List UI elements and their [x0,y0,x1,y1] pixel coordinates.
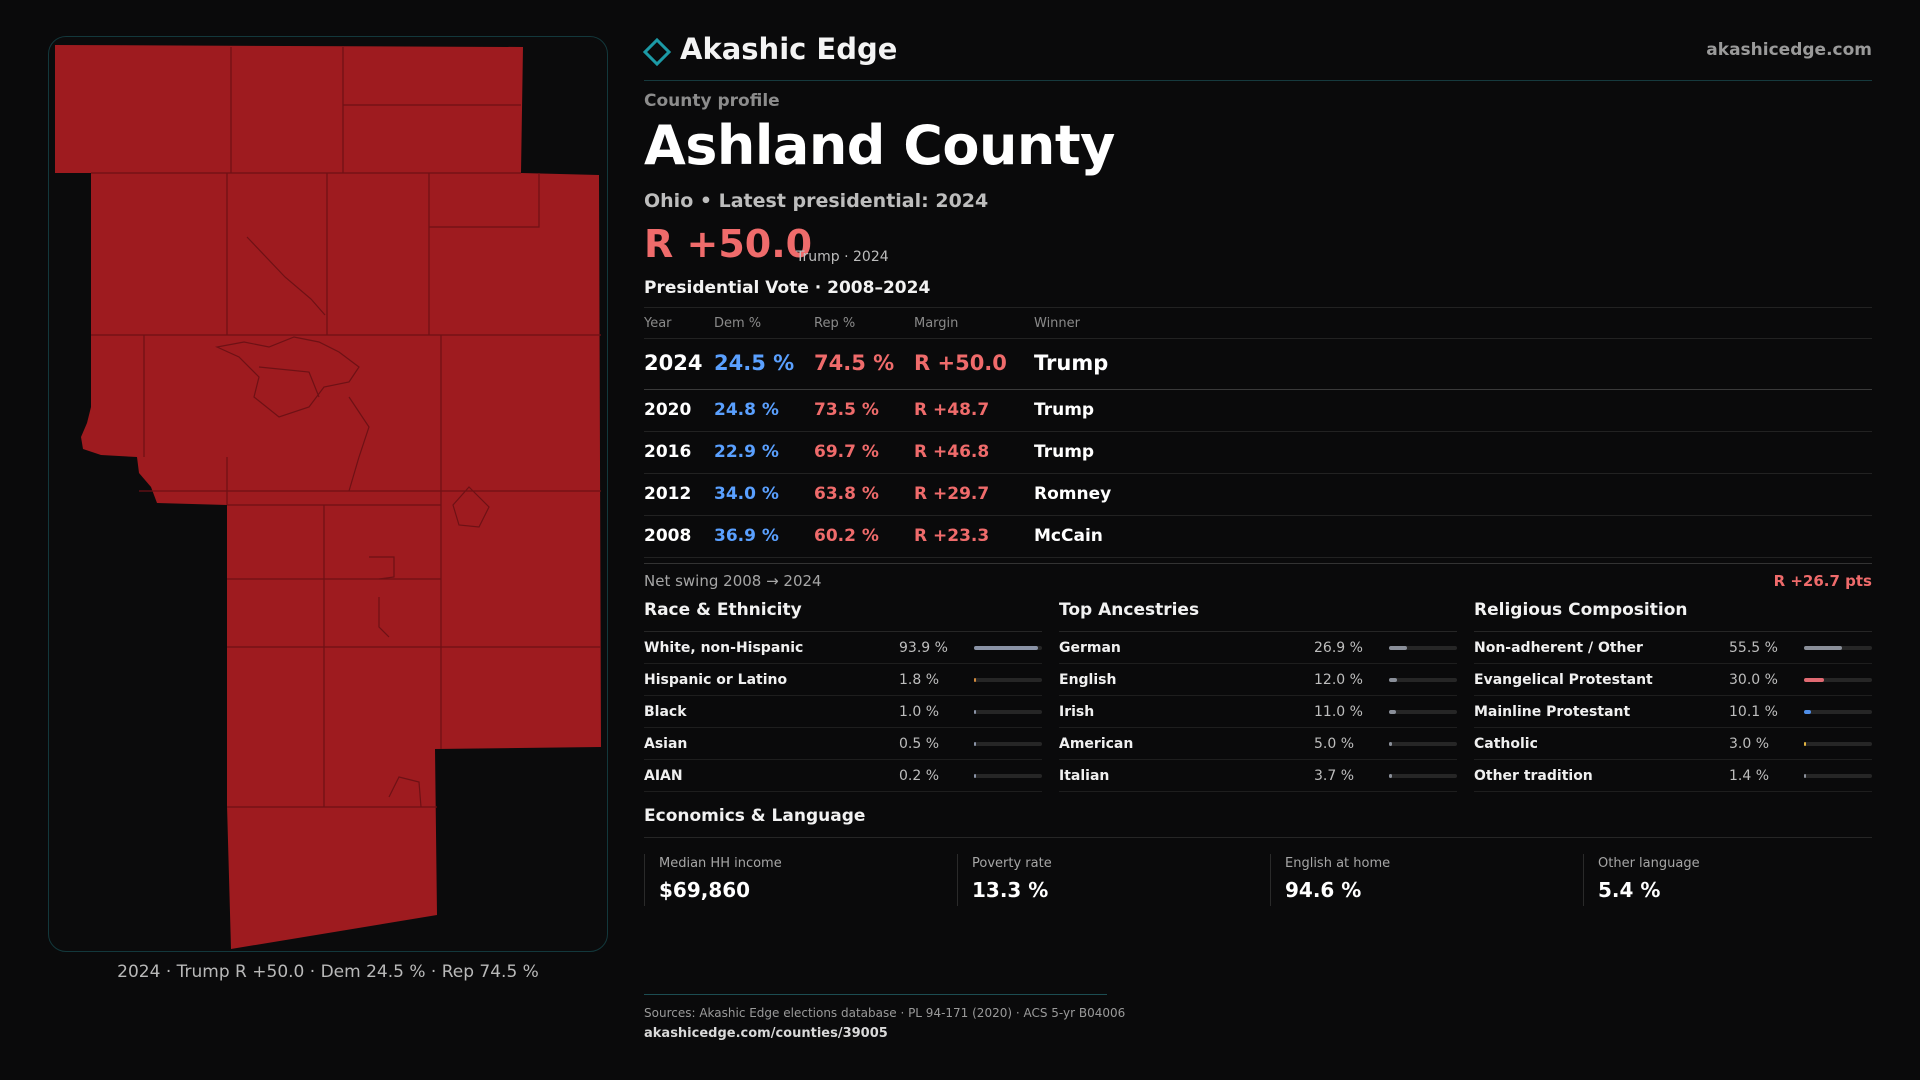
econ-label: Other language [1598,856,1700,871]
item-label: Mainline Protestant [1474,704,1631,720]
row-dem: 24.5 % [714,351,795,375]
row-year: 2008 [644,526,692,546]
list-item [1059,664,1457,696]
item-value: 11.0 % [1314,704,1363,720]
row-dem: 24.8 % [714,400,779,420]
col-year: Year [644,316,672,331]
list-item [644,760,1042,792]
bar-track [1804,678,1872,682]
row-rep: 60.2 % [814,526,879,546]
site-header [644,30,1872,81]
row-winner: Trump [1034,400,1095,420]
bar-track [974,742,1042,746]
econ-card-english [1270,854,1561,906]
item-label: Catholic [1474,736,1538,752]
row-dem: 34.0 % [714,484,779,504]
item-label: AIAN [644,768,683,784]
item-label: Evangelical Protestant [1474,672,1653,688]
row-rep: 74.5 % [814,351,895,375]
row-margin: R +46.8 [914,442,990,462]
bar-track [974,678,1042,682]
logo-diamond-icon [643,38,671,66]
item-label: Irish [1059,704,1095,720]
econ-value: 5.4 % [1598,878,1661,902]
econ-value: 13.3 % [972,878,1049,902]
econ-label: Median HH income [659,856,782,871]
item-value: 10.1 % [1729,704,1778,720]
col-dem: Dem % [714,316,762,331]
list-item [644,632,1042,664]
table-row [644,390,1872,432]
item-value: 30.0 % [1729,672,1778,688]
bar-track [1389,774,1457,778]
item-value: 1.4 % [1729,768,1770,784]
row-rep: 63.8 % [814,484,879,504]
item-value: 12.0 % [1314,672,1363,688]
bar-fill [1389,678,1397,682]
table-row [644,474,1872,516]
econ-label: Poverty rate [972,856,1052,871]
bar-fill [1389,646,1407,650]
item-label: Hispanic or Latino [644,672,788,688]
bar-track [974,646,1042,650]
table-row [644,339,1872,390]
race-title: Race & Ethnicity [644,600,1042,632]
list-item [644,664,1042,696]
ancestry-title: Top Ancestries [1059,600,1457,632]
list-item [1474,728,1872,760]
bar-track [974,710,1042,714]
race-rows [644,632,1042,792]
footer-divider [644,994,1107,995]
bar-track [1804,774,1872,778]
list-item [1059,632,1457,664]
list-item [644,696,1042,728]
item-value: 1.8 % [899,672,940,688]
row-winner: McCain [1034,526,1103,546]
bar-track [1804,710,1872,714]
econ-label: English at home [1285,856,1391,871]
vote-table-header [644,307,1872,339]
row-dem: 36.9 % [714,526,779,546]
item-value: 5.0 % [1314,736,1355,752]
row-rep: 73.5 % [814,400,879,420]
headline-margin-note: Trump · 2024 [796,249,889,265]
item-label: Non-adherent / Other [1474,640,1643,656]
bar-fill [1389,710,1396,714]
econ-value: 94.6 % [1285,878,1362,902]
county-profile [644,0,1872,1080]
bar-track [1804,646,1872,650]
row-dem: 22.9 % [714,442,779,462]
bar-fill [974,646,1038,650]
list-item [1059,760,1457,792]
item-value: 1.0 % [899,704,940,720]
item-value: 26.9 % [1314,640,1363,656]
page-title: Ashland County [644,114,1115,177]
bar-fill [974,678,976,682]
county-map-panel [48,36,608,952]
item-value: 3.7 % [1314,768,1355,784]
bar-fill [1804,678,1824,682]
row-year: 2020 [644,400,692,420]
religion-block [1474,600,1872,792]
bar-track [1389,710,1457,714]
row-winner: Romney [1034,484,1112,504]
footer-sources: Sources: Akashic Edge elections database · PL 94-171 (2020) · ACS 5-yr B04006 [644,1006,1126,1020]
row-margin: R +23.3 [914,526,990,546]
econ-card-income [644,854,935,906]
econ-title: Economics & Language [644,806,1872,838]
row-margin: R +50.0 [914,351,1007,375]
bar-track [1804,742,1872,746]
page-kicker: County profile [644,91,780,111]
list-item [1059,696,1457,728]
item-value: 0.2 % [899,768,940,784]
list-item [1474,696,1872,728]
site-link[interactable]: akashicedge.com [1706,40,1872,60]
table-row [644,432,1872,474]
econ-card-poverty [957,854,1248,906]
bar-fill [1389,742,1392,746]
item-label: Italian [1059,768,1110,784]
bar-fill [974,742,976,746]
item-label: Black [644,704,687,720]
item-value: 93.9 % [899,640,948,656]
item-label: English [1059,672,1117,688]
vote-section-title: Presidential Vote · 2008–2024 [644,278,931,298]
bar-fill [974,710,976,714]
headline-margin: R +50.0 [644,222,813,266]
row-year: 2016 [644,442,692,462]
row-margin: R +48.7 [914,400,990,420]
item-value: 0.5 % [899,736,940,752]
swing-label: Net swing 2008 → 2024 [644,572,822,590]
col-winner: Winner [1034,316,1081,331]
item-label: Asian [644,736,688,752]
race-block [644,600,1042,792]
bar-fill [1389,774,1392,778]
item-label: American [1059,736,1134,752]
list-item [1474,632,1872,664]
item-label: White, non-Hispanic [644,640,804,656]
row-year: 2024 [644,351,703,375]
row-winner: Trump [1034,351,1109,375]
row-year: 2012 [644,484,692,504]
bar-fill [974,774,976,778]
col-rep: Rep % [814,316,856,331]
swing-divider [644,563,1872,564]
item-label: Other tradition [1474,768,1593,784]
list-item [1474,664,1872,696]
footer-url[interactable]: akashicedge.com/counties/39005 [644,1026,888,1041]
county-shape [55,45,601,949]
col-margin: Margin [914,316,959,331]
bar-fill [1804,646,1842,650]
item-label: German [1059,640,1121,656]
bar-track [1389,646,1457,650]
row-winner: Trump [1034,442,1095,462]
list-item [644,728,1042,760]
brand-name[interactable]: Akashic Edge [680,32,898,66]
bar-fill [1804,742,1806,746]
econ-value: $69,860 [659,878,751,902]
page-subtitle: Ohio • Latest presidential: 2024 [644,190,989,212]
swing-value: R +26.7 pts [1773,572,1872,590]
bar-fill [1804,710,1811,714]
table-row [644,516,1872,558]
row-margin: R +29.7 [914,484,990,504]
list-item [1474,760,1872,792]
bar-fill [1804,774,1806,778]
vote-table [644,307,1872,558]
list-item [1059,728,1457,760]
item-value: 3.0 % [1729,736,1770,752]
county-fill [55,45,601,949]
map-caption: 2024 · Trump R +50.0 · Dem 24.5 % · Rep 74.5 % [117,962,539,982]
bar-track [1389,742,1457,746]
bar-track [1389,678,1457,682]
econ-card-other-language [1583,854,1874,906]
bar-track [974,774,1042,778]
ancestry-block [1059,600,1457,792]
row-rep: 69.7 % [814,442,879,462]
county-map [49,37,608,952]
item-value: 55.5 % [1729,640,1778,656]
religion-title: Religious Composition [1474,600,1872,632]
